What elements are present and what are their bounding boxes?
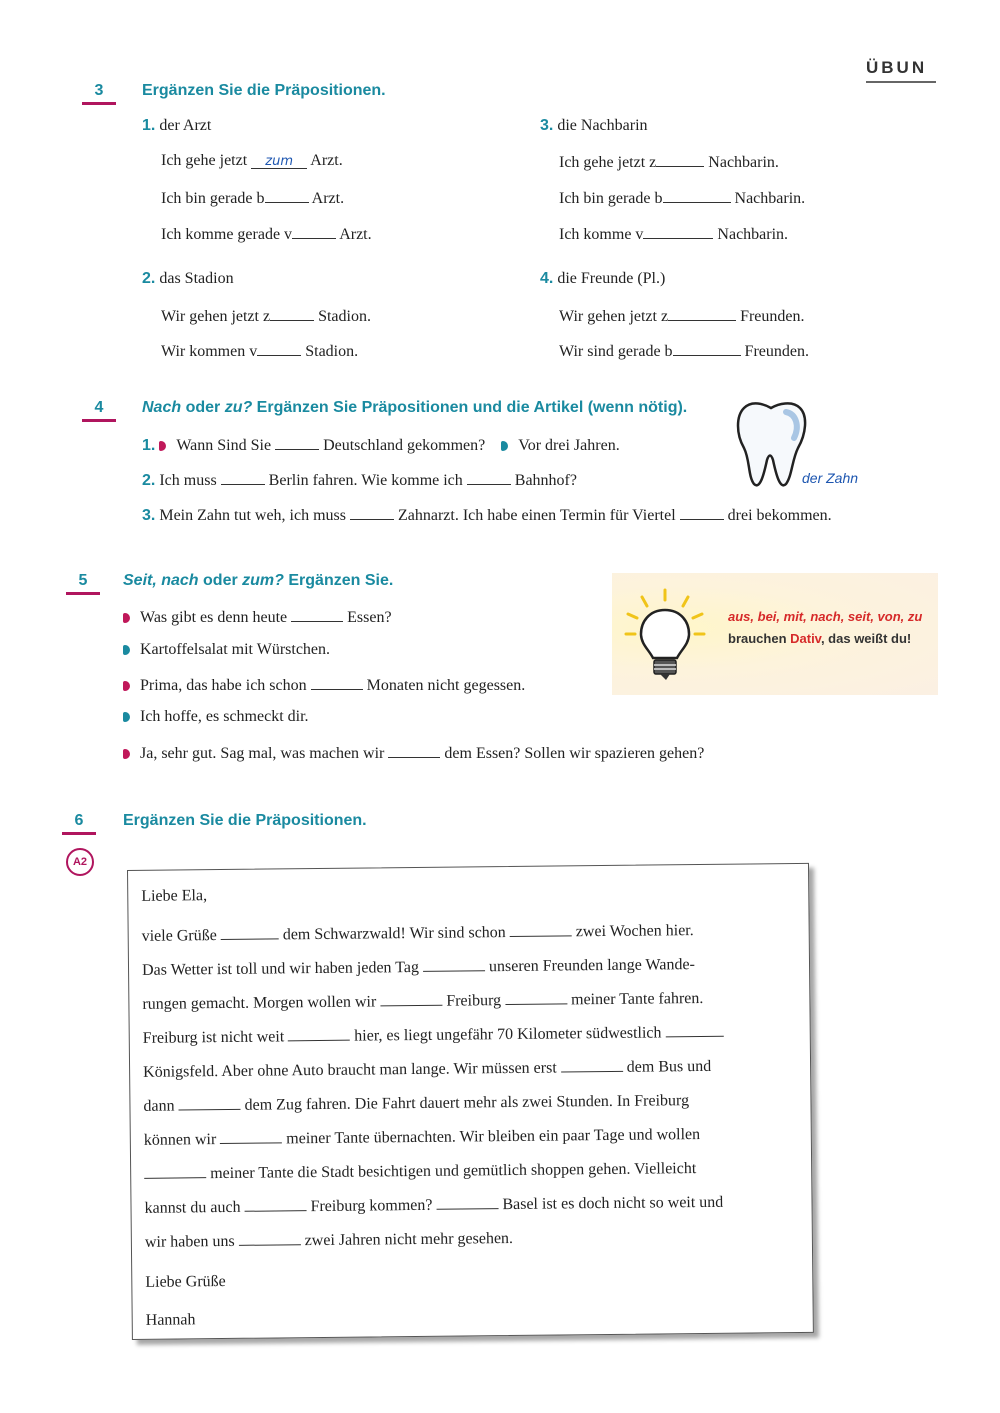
tip-dativ: Dativ: [790, 631, 821, 646]
letter-line-8: [144, 1158, 696, 1184]
ex5-title-seit-nach: Seit, nach: [123, 572, 199, 589]
letter-line-10: [145, 1228, 513, 1252]
ex3-3-1-blank[interactable]: [656, 152, 704, 167]
exercise-5-number: 5: [66, 572, 100, 595]
ex3-1-line-2: [161, 188, 344, 208]
l4b: hier, es liegt ungefähr 70 Kilometer südwestlich: [354, 1024, 662, 1045]
l9b: Freiburg kommen?: [310, 1196, 433, 1216]
ex3-1-2-post: Arzt.: [311, 190, 345, 207]
ex3-3-2-post: Nachbarin.: [734, 190, 806, 207]
ex5-2-a: Kartoffelsalat mit Würstchen.: [140, 641, 331, 658]
ex4-title-zu: zu?: [224, 399, 253, 416]
letter-closing: Liebe Grüße: [145, 1272, 226, 1291]
letter-blank-13[interactable]: [436, 1194, 498, 1210]
letter-blank-14[interactable]: [239, 1230, 301, 1246]
ex3-2-line-2: [161, 341, 358, 361]
tip-brauchen: brauchen: [728, 631, 791, 646]
ex4-1-blank[interactable]: [275, 435, 319, 450]
tip-line-2: [728, 628, 922, 650]
exercise-4-title: [142, 399, 687, 417]
letter-line-6: [143, 1090, 689, 1116]
ex3-4-1-pre: Wir gehen jetzt z: [559, 308, 669, 325]
l9a: kannst du auch: [144, 1198, 241, 1217]
letter-signature: Hannah: [145, 1311, 196, 1329]
ex5-title-rest: Ergänzen Sie.: [283, 572, 394, 589]
ex3-4-2-pre: Wir sind gerade b: [559, 343, 673, 360]
ex3-3-2-blank[interactable]: [663, 188, 731, 203]
ex5-1-a: Was gibt es denn heute: [140, 609, 288, 626]
ex3-group-4-num: 4.: [540, 270, 554, 287]
ex5-4-a: Ich hoffe, es schmeckt dir.: [140, 708, 309, 725]
ex4-item-2: [142, 470, 577, 490]
ex3-group-1-num: 1.: [142, 117, 156, 134]
letter-card: [127, 863, 814, 1340]
ex3-4-line-2: [559, 341, 809, 361]
letter-blank-2[interactable]: [510, 921, 572, 937]
ex3-group-3-num: 3.: [540, 117, 554, 134]
ex3-1-line-3: [161, 224, 372, 244]
l3b: Freiburg: [446, 992, 502, 1010]
ex5-5-a: Ja, sehr gut. Sag mal, was machen wir: [140, 745, 385, 762]
ex4-3-a: Mein Zahn tut weh, ich muss: [159, 507, 346, 524]
l1c: zwei Wochen hier.: [575, 922, 694, 941]
l10a: wir haben uns: [144, 1232, 235, 1251]
l6b: dem Zug fahren. Die Fahrt dauert mehr als zwei Stunden. In Freiburg: [244, 1092, 690, 1114]
l7b: meiner Tante übernachten. Wir bleiben ein paar Tage und wollen: [286, 1126, 701, 1148]
ex5-line-1: [123, 607, 392, 627]
ex3-2-line-1: [161, 306, 371, 326]
letter-blank-8[interactable]: [561, 1057, 623, 1073]
letter-blank-9[interactable]: [178, 1095, 240, 1111]
ex4-item-3-num: 3.: [142, 507, 156, 524]
exercise-5-title: [123, 572, 393, 590]
ex3-1-3-post: Arzt.: [339, 226, 372, 243]
ex3-3-2-pre: Ich bin gerade b: [559, 190, 663, 207]
ex5-3-a: Prima, das habe ich schon: [140, 677, 307, 694]
ex4-2-blank-2[interactable]: [467, 470, 511, 485]
ex5-line-5: [123, 743, 704, 763]
ex5-title-oder: oder: [198, 572, 243, 589]
ex3-2-2-post: Stadion.: [305, 343, 359, 360]
l1b: dem Schwarzwald! Wir sind schon: [282, 924, 506, 944]
grammar-tip-text: [728, 606, 922, 650]
ex4-3-c: drei bekommen.: [727, 507, 832, 524]
l3a: rungen gemacht. Morgen wollen wir: [142, 993, 377, 1013]
ex3-group-3-heading: [540, 117, 648, 135]
ex3-1-2-blank[interactable]: [265, 188, 309, 203]
speaker-icon: [123, 749, 130, 759]
ex4-3-b: Zahnarzt. Ich habe einen Termin für Viertel: [397, 507, 676, 524]
ex5-title-zum: zum?: [242, 572, 284, 589]
ex4-3-blank-2[interactable]: [680, 505, 724, 520]
ex5-5-b: dem Essen? Sollen wir spazieren gehen?: [444, 745, 705, 762]
lightbulb-icon: [622, 588, 708, 686]
ex3-2-1-blank[interactable]: [270, 306, 314, 321]
ex5-line-2: [123, 641, 330, 659]
l2a: Das Wetter ist toll und wir haben jeden Tag: [141, 958, 420, 979]
ex3-4-2-blank[interactable]: [673, 341, 741, 356]
l10b: zwei Jahren nicht mehr gesehen.: [304, 1229, 514, 1250]
letter-blank-11[interactable]: [144, 1163, 206, 1179]
speaker-icon: [123, 645, 130, 655]
ex3-2-2-pre: Wir kommen v: [161, 343, 258, 360]
ex3-group-3-head: die Nachbarin: [557, 117, 648, 134]
letter-greeting: Liebe Ela,: [141, 887, 208, 905]
ex4-title-rest: Ergänzen Sie Präpositionen und die Artikel (wenn nötig).: [252, 399, 688, 416]
speaker-icon: [501, 441, 508, 451]
ex4-title-nach: Nach: [142, 399, 182, 416]
letter-blank-7[interactable]: [665, 1022, 723, 1038]
tip-end: , das weißt du!: [820, 631, 912, 646]
ex5-1-blank[interactable]: [291, 607, 343, 622]
l5b: dem Bus und: [626, 1057, 712, 1076]
ex3-group-1-heading: [142, 117, 211, 135]
ex5-line-4: [123, 708, 309, 726]
tooth-icon: [730, 398, 812, 490]
ex4-item-1: [142, 435, 620, 455]
ex3-1-3-blank[interactable]: [292, 224, 336, 239]
ex3-3-line-2: [559, 188, 805, 208]
ex3-2-2-blank[interactable]: [257, 341, 301, 356]
ex3-4-2-post: Freunden.: [744, 343, 809, 360]
ex4-1-a: Wann Sind Sie: [176, 437, 272, 454]
l4a: Freiburg ist nicht weit: [142, 1028, 285, 1047]
ex3-2-1-post: Stadion.: [318, 308, 371, 325]
ex3-group-4-heading: [540, 270, 665, 288]
ex3-group-2-num: 2.: [142, 270, 156, 287]
letter-line-7: [144, 1124, 700, 1150]
ex3-1-2-pre: Ich bin gerade b: [161, 190, 265, 207]
speaker-icon: [123, 681, 130, 691]
letter-blank-10[interactable]: [220, 1128, 282, 1144]
ex3-2-1-pre: Wir gehen jetzt z: [161, 308, 271, 325]
letter-blank-6[interactable]: [288, 1026, 350, 1042]
speaker-icon: [123, 613, 130, 623]
ex5-5-blank[interactable]: [388, 743, 440, 758]
letter-blank-3[interactable]: [423, 956, 485, 972]
ex4-1-c: Vor drei Jahren.: [518, 437, 620, 454]
ex3-3-3-pre: Ich komme v: [559, 226, 644, 243]
ex3-group-4-head: die Freunde (Pl.): [557, 270, 666, 287]
ex4-title-oder: oder: [181, 399, 225, 416]
letter-line-3: [142, 988, 703, 1014]
l9c: Basel ist es doch nicht so weit und: [502, 1193, 724, 1214]
ex4-item-3: [142, 505, 832, 525]
ex3-group-2-head: das Stadion: [159, 270, 234, 287]
ex5-3-blank[interactable]: [311, 675, 363, 690]
letter-blank-1[interactable]: [221, 924, 279, 940]
letter-blank-4[interactable]: [380, 991, 442, 1007]
ex4-2-c: Bahnhof?: [514, 472, 577, 489]
ex3-3-line-3: [559, 224, 788, 244]
ex4-item-1-num: 1.: [142, 437, 156, 454]
unit-header-tag: ÜBUN: [866, 58, 936, 83]
ex3-3-1-post: Nachbarin.: [708, 154, 779, 171]
l5a: Königsfeld. Aber ohne Auto braucht man lange. Wir müssen erst: [143, 1059, 557, 1081]
l6a: dann: [143, 1097, 175, 1115]
ex3-1-line-1: [161, 152, 343, 170]
ex3-1-3-pre: Ich komme gerade v: [161, 226, 293, 243]
l1a: viele Grüße: [141, 927, 217, 945]
ex5-line-3: [123, 675, 525, 695]
l3c: meiner Tante fahren.: [570, 989, 704, 1009]
ex3-3-3-blank[interactable]: [643, 224, 713, 239]
ex3-1-1-answer[interactable]: zum: [251, 154, 307, 169]
exercise-3-number: 3: [82, 82, 116, 105]
tip-prepositions: aus, bei, mit, nach, seit, von, zu: [728, 609, 923, 624]
exercise-6-number: 6: [62, 812, 96, 835]
ex4-2-a: Ich muss: [159, 472, 217, 489]
ex5-3-b: Monaten nicht gegessen.: [366, 677, 526, 694]
exercise-6-title: Ergänzen Sie die Präpositionen.: [123, 812, 367, 829]
ex3-4-1-blank[interactable]: [668, 306, 736, 321]
exercise-4-number: 4: [82, 399, 116, 422]
letter-line-5: [143, 1056, 711, 1082]
ex3-1-1-pre: Ich gehe jetzt: [161, 152, 248, 169]
ex4-1-b: Deutschland gekommen?: [323, 437, 486, 454]
ex4-2-blank-1[interactable]: [221, 470, 265, 485]
ex4-3-blank-1[interactable]: [350, 505, 394, 520]
l8a: meiner Tante die Stadt besichtigen und gemütlich shoppen gehen. Vielleicht: [210, 1160, 697, 1183]
letter-blank-12[interactable]: [244, 1196, 306, 1212]
ex3-3-line-1: [559, 152, 779, 172]
letter-line-1: [142, 920, 694, 946]
ex3-4-1-post: Freunden.: [740, 308, 805, 325]
letter-blank-5[interactable]: [505, 989, 567, 1005]
ex3-4-line-1: [559, 306, 805, 326]
letter-line-9: [144, 1192, 723, 1218]
speaker-icon: [159, 441, 166, 451]
l7a: können wir: [143, 1131, 217, 1149]
letter-line-4: [143, 1022, 724, 1048]
level-badge: A2: [66, 848, 94, 876]
ex3-group-1-head: der Arzt: [159, 117, 212, 134]
letter-line-2: [142, 954, 695, 980]
ex4-item-2-num: 2.: [142, 472, 156, 489]
tooth-label: der Zahn: [802, 470, 859, 486]
ex3-3-3-post: Nachbarin.: [717, 226, 789, 243]
ex3-1-1-post: Arzt.: [310, 152, 343, 169]
exercise-3-title: Ergänzen Sie die Präpositionen.: [142, 82, 386, 99]
ex4-2-b: Berlin fahren. Wie komme ich: [268, 472, 463, 489]
ex5-1-b: Essen?: [347, 609, 392, 626]
speaker-icon: [123, 712, 130, 722]
ex3-3-1-pre: Ich gehe jetzt z: [559, 154, 657, 171]
ex3-group-2-heading: [142, 270, 234, 288]
l2b: unseren Freunden lange Wande-: [488, 956, 695, 976]
